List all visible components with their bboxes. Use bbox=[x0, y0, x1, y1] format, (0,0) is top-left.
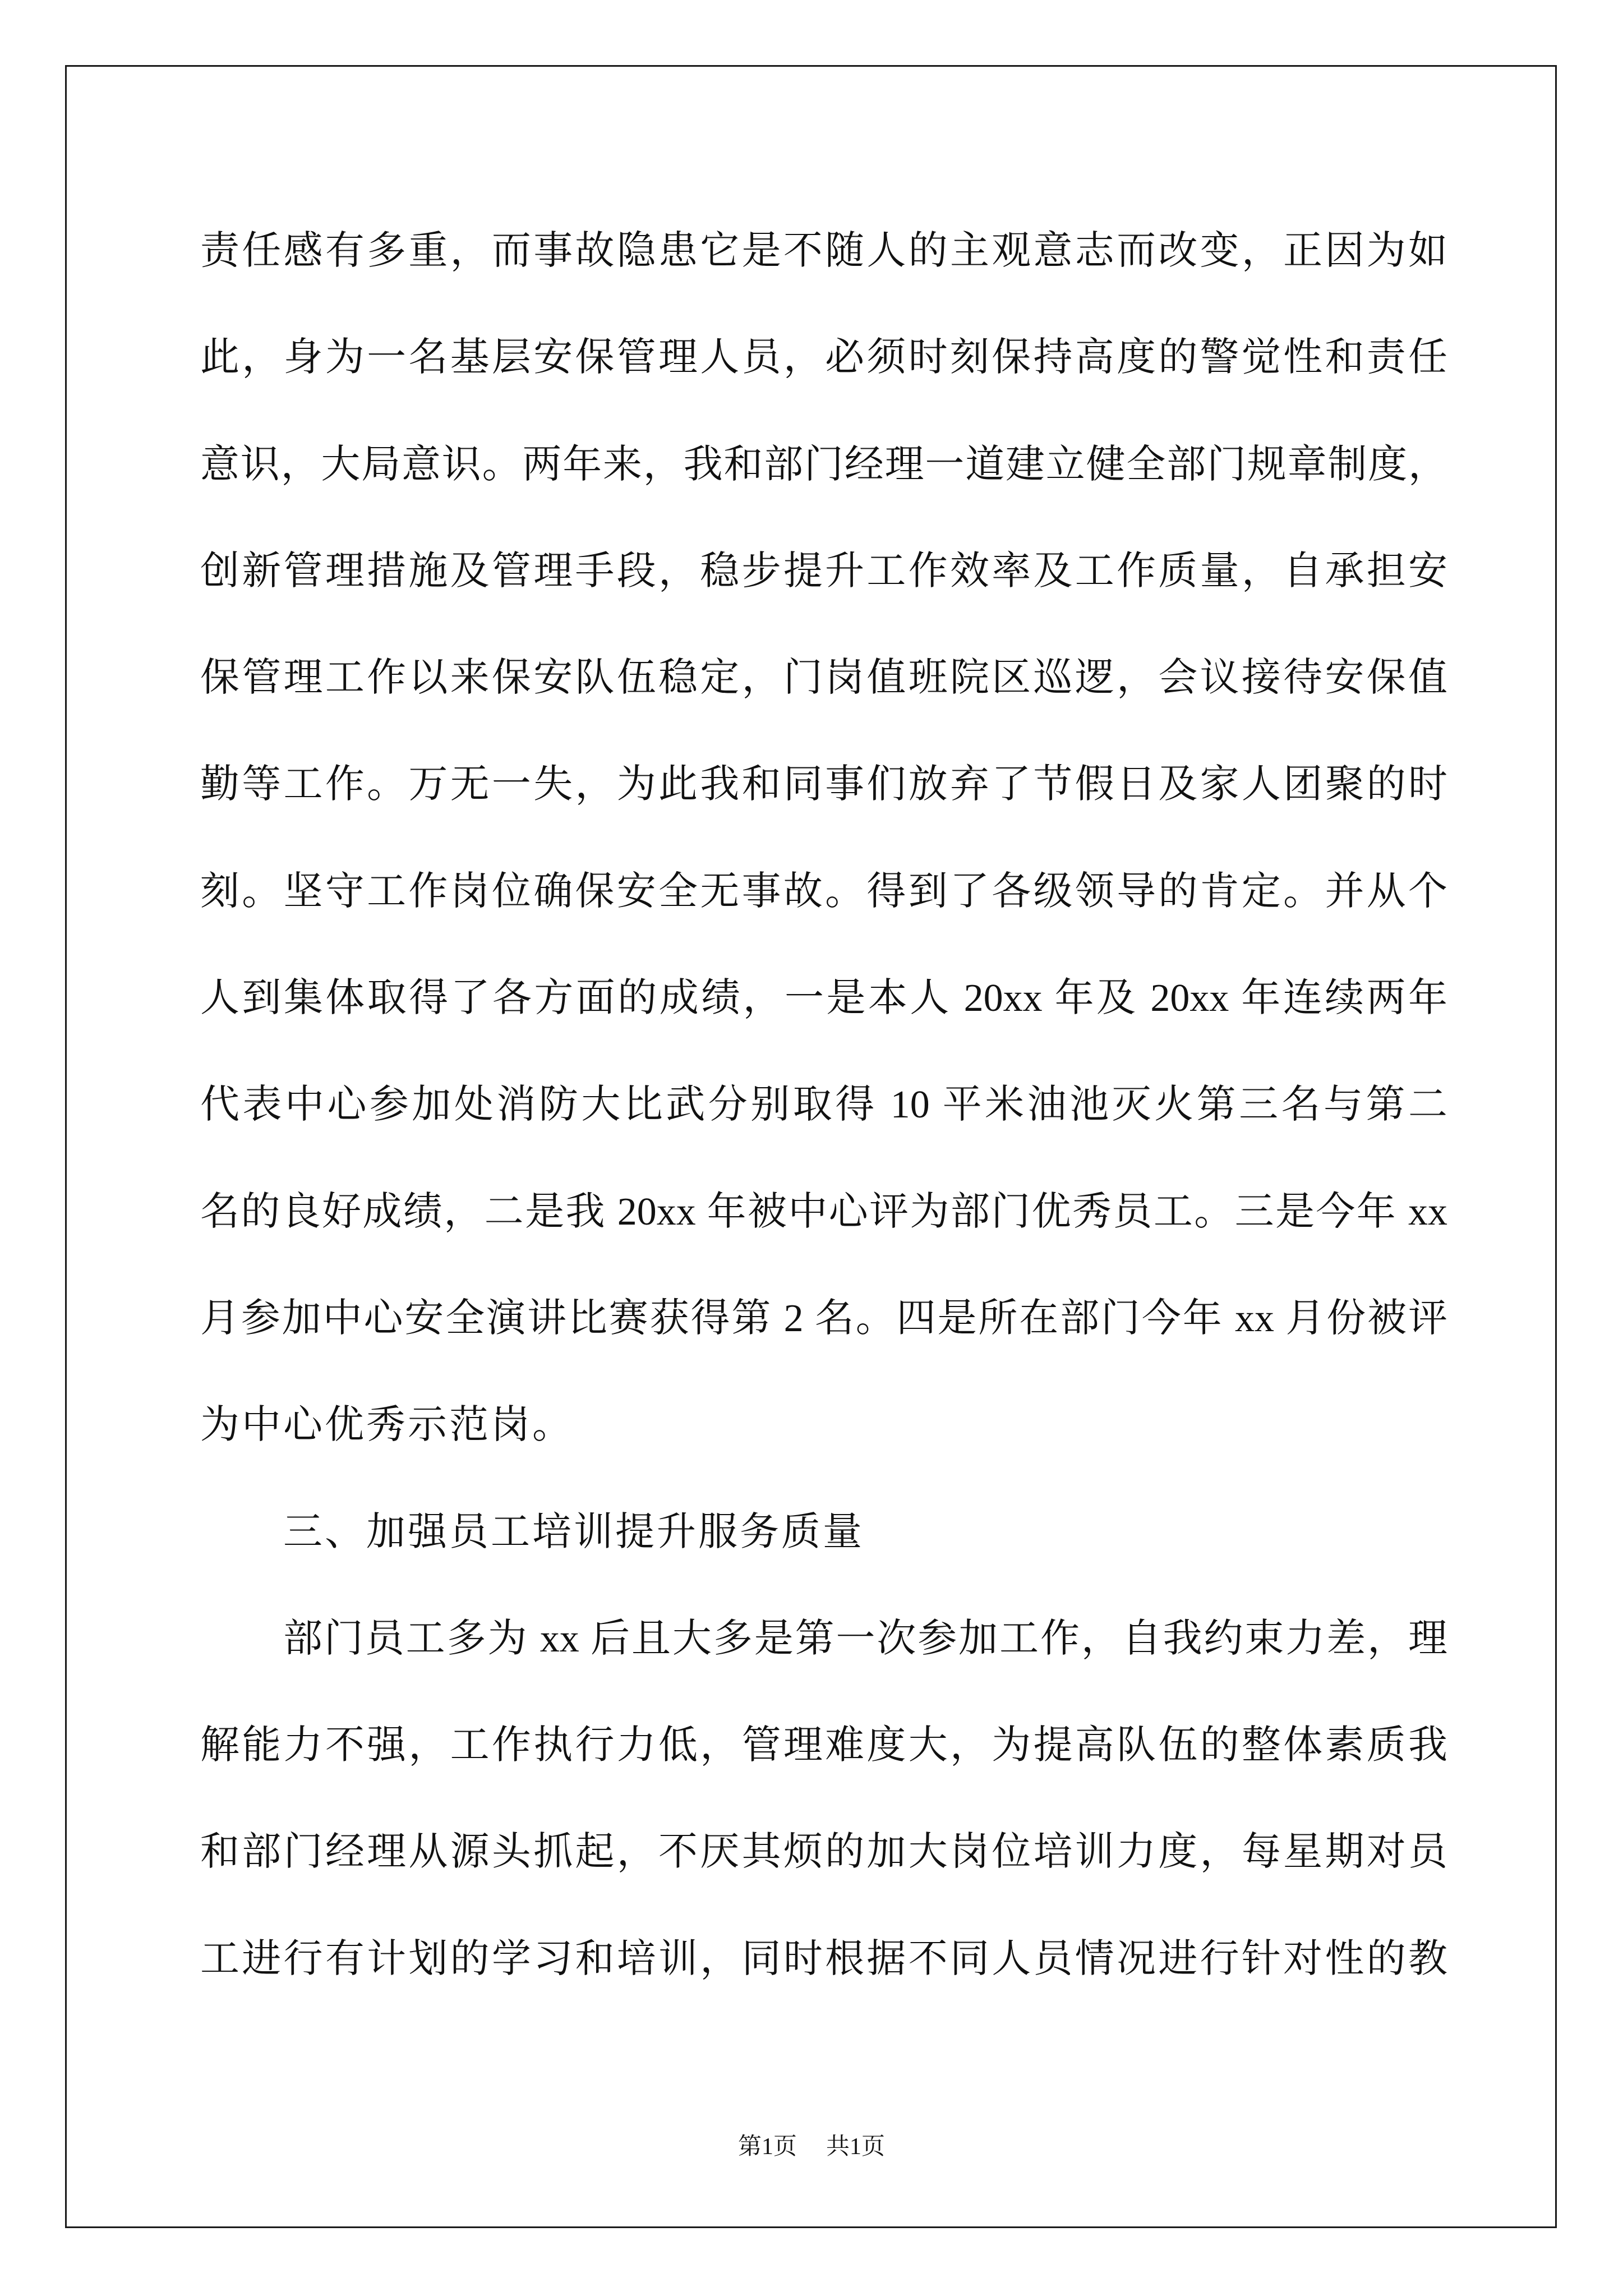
text-line: 刻。坚守工作岗位确保安全无事故。得到了各级领导的肯定。并从个 bbox=[200, 869, 1447, 913]
document-body bbox=[200, 198, 1447, 2013]
text-line: 责任感有多重，而事故隐患它是不随人的主观意志而改变，正因为如 bbox=[200, 229, 1447, 273]
text-line: 意识，大局意识。两年来，我和部门经理一道建立健全部门规章制度， bbox=[200, 443, 1447, 486]
text-line: 代表中心参加处消防大比武分别取得 10 平米油池灭火第三名与第二 bbox=[200, 1083, 1447, 1127]
text-line: 部门员工多为 xx 后且大多是第一次参加工作，自我约束力差，理 bbox=[283, 1617, 1447, 1660]
text-line: 工进行有计划的学习和培训，同时根据不同人员情况进行针对性的教 bbox=[200, 1937, 1447, 1981]
text-line: 为中心优秀示范岗。 bbox=[200, 1404, 574, 1447]
text-line: 此，身为一名基层安保管理人员，必须时刻保持高度的警觉性和责任 bbox=[200, 336, 1447, 380]
section-heading: 三、加强员工培训提升服务质量 bbox=[283, 1510, 864, 1554]
text-line: 和部门经理从源头抓起，不厌其烦的加大岗位培训力度，每星期对员 bbox=[200, 1830, 1447, 1874]
text-line: 保管理工作以来保安队伍稳定，门岗值班院区巡逻，会议接待安保值 bbox=[200, 656, 1447, 700]
text-line: 创新管理措施及管理手段，稳步提升工作效率及工作质量，自承担安 bbox=[200, 549, 1447, 593]
paragraph bbox=[200, 198, 1447, 1479]
text-line: 解能力不强，工作执行力低，管理难度大，为提高队伍的整体素质我 bbox=[200, 1724, 1447, 1768]
text-line: 月参加中心安全演讲比赛获得第 2 名。四是所在部门今年 xx 月份被评 bbox=[200, 1296, 1447, 1340]
paragraph bbox=[200, 1586, 1447, 2013]
text-line: 人到集体取得了各方面的成绩，一是本人 20xx 年及 20xx 年连续两年 bbox=[200, 977, 1447, 1020]
page-count: 共1页 bbox=[826, 2134, 886, 2160]
text-line: 名的良好成绩，二是我 20xx 年被中心评为部门优秀员工。三是今年 xx bbox=[200, 1190, 1447, 1234]
page-footer bbox=[0, 2132, 1623, 2162]
page-number: 第1页 bbox=[737, 2134, 797, 2160]
text-line: 勤等工作。万无一失，为此我和同事们放弃了节假日及家人团聚的时 bbox=[200, 763, 1447, 807]
